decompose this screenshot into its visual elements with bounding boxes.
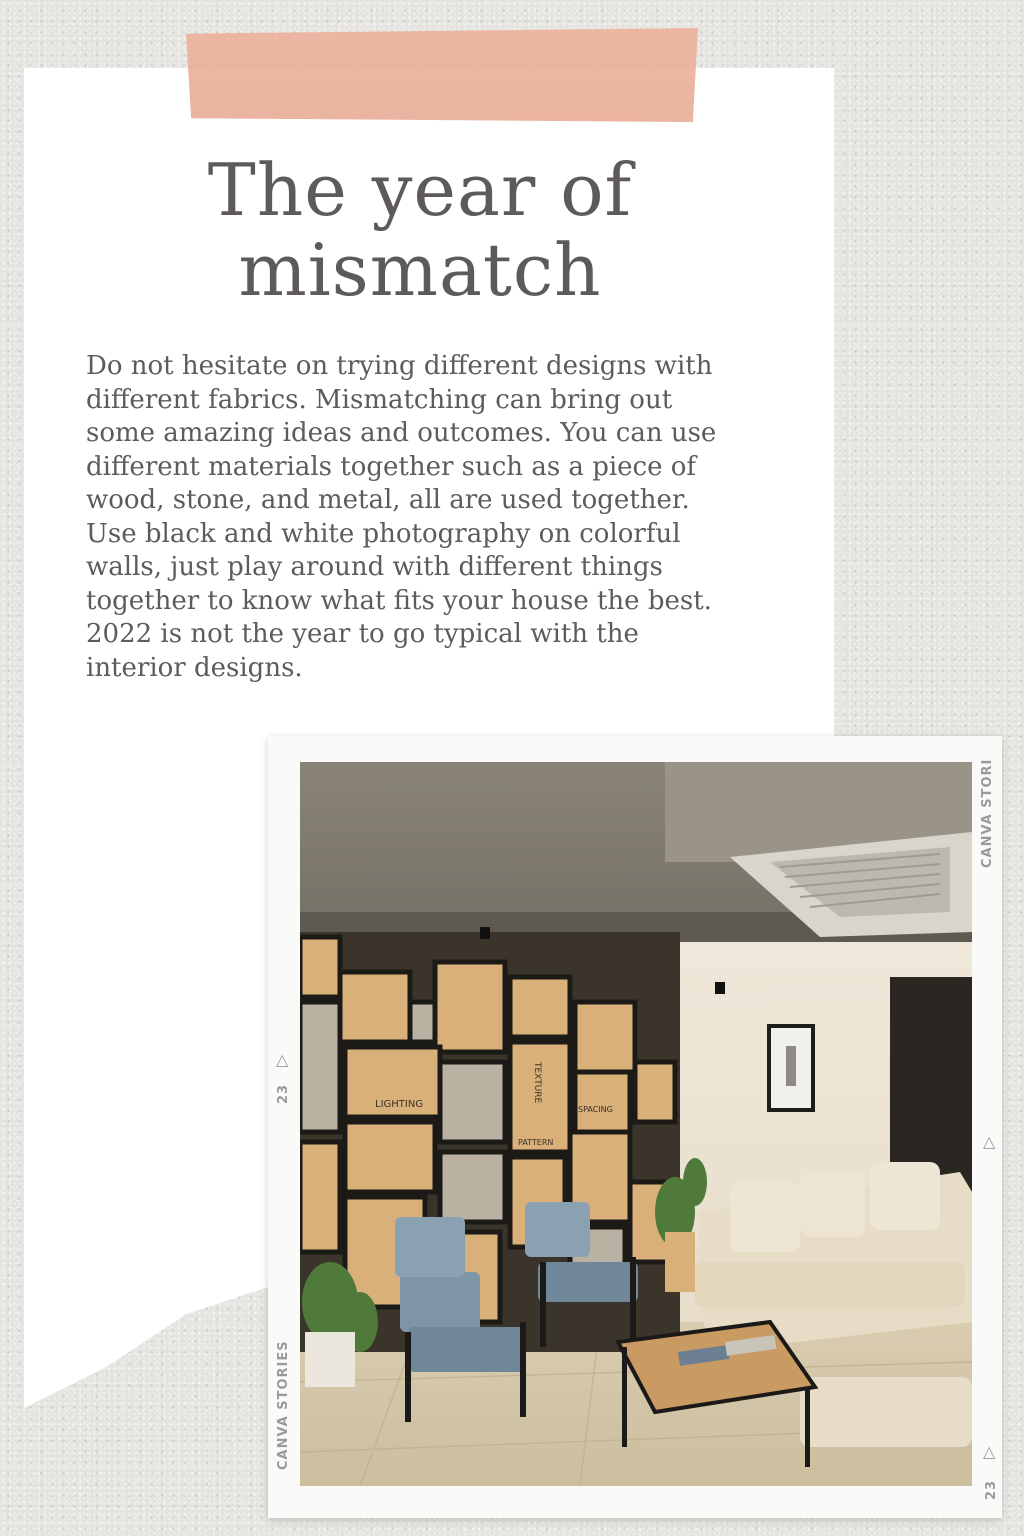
title-line-1: The year of <box>207 148 633 232</box>
page-title <box>150 150 690 310</box>
body-line: 2022 is not the year to go typical with the <box>86 619 639 649</box>
body-line: Do not hesitate on trying different designs with <box>86 351 713 381</box>
body-paragraph <box>86 350 801 685</box>
shelf-label: PATTERN <box>518 1138 554 1147</box>
film-triangle-icon: △ <box>983 1442 997 1461</box>
body-line: walls, just play around with different things <box>86 552 663 582</box>
washi-tape <box>186 28 698 122</box>
film-brand-left: CANVA STORIES <box>276 1340 291 1470</box>
body-line: wood, stone, and metal, all are used together. <box>86 485 690 515</box>
film-frame-number-left: 23 <box>276 1083 291 1104</box>
interior-illustration <box>300 762 972 1486</box>
body-line: together to know what fits your house the best. <box>86 585 712 616</box>
shelf-label: LIGHTING <box>375 1099 424 1110</box>
film-triangle-icon: △ <box>983 1132 997 1151</box>
title-line-2: mismatch <box>238 228 602 312</box>
film-brand-right: CANVA STORI <box>980 758 995 868</box>
body-line: different fabrics. Mismatching can bring out <box>86 384 673 415</box>
shelf-label: SPACING <box>578 1105 613 1114</box>
body-line: some amazing ideas and outcomes. You can use <box>86 418 717 448</box>
film-triangle-icon: △ <box>276 1050 290 1069</box>
shelf-label: TEXTURE <box>532 1062 542 1104</box>
body-line: interior designs. <box>86 652 303 683</box>
body-line: Use black and white photography on colorful <box>86 518 681 549</box>
body-line: different materials together such as a piece of <box>86 451 697 482</box>
interior-photo <box>300 762 972 1486</box>
film-frame-number-right: 23 <box>984 1479 999 1500</box>
